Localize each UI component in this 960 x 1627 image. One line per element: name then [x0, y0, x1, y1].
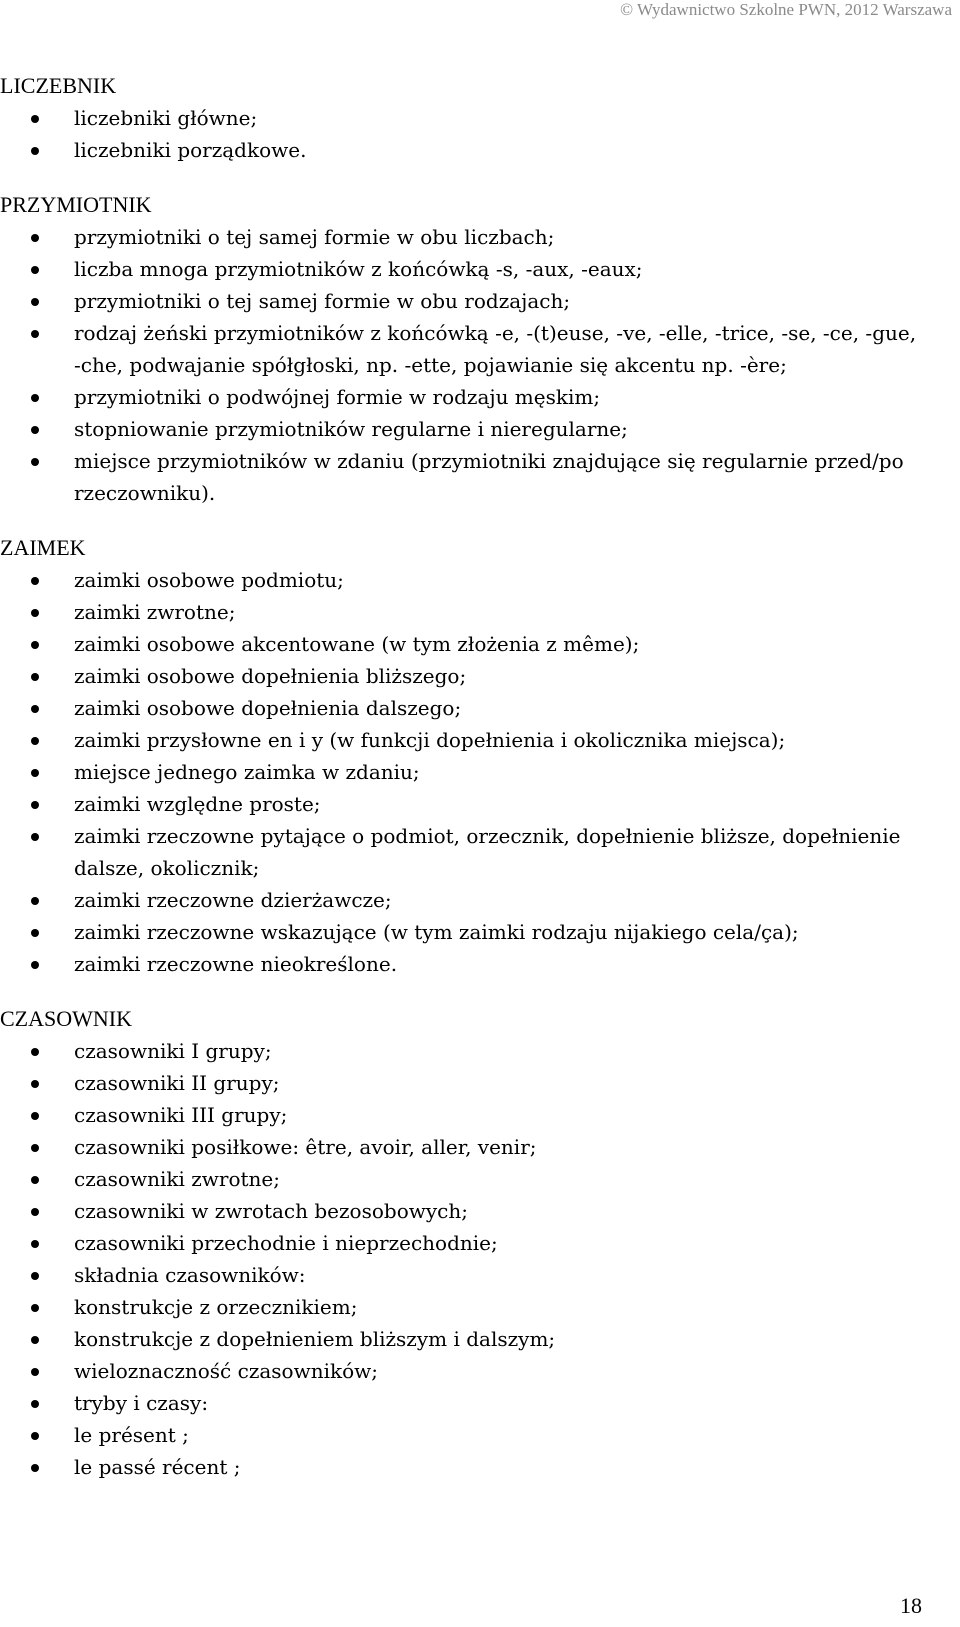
list-item: zaimki rzeczowne nieokreślone.	[0, 948, 940, 980]
section-title: PRZYMIOTNIK	[0, 192, 152, 217]
list-item: czasowniki w zwrotach bezosobowych;	[0, 1195, 940, 1227]
list-item: przymiotniki o podwójnej formie w rodzaju męskim;	[0, 381, 940, 413]
list-item: czasowniki II grupy;	[0, 1067, 940, 1099]
item-list	[0, 1035, 940, 1483]
list-item: rodzaj żeński przymiotników z końcówką -e, -(t)euse, -ve, -elle, -trice, -se, -ce, -gue, -che, podwajanie spółgłoski, np. -ette, pojawianie się akcentu np. -ère;	[0, 317, 940, 381]
list-item: konstrukcje z orzecznikiem;	[0, 1291, 940, 1323]
list-item: zaimki względne proste;	[0, 788, 940, 820]
list-item: liczebniki główne;	[0, 102, 940, 134]
list-item: liczebniki porządkowe.	[0, 134, 940, 166]
section-title: LICZEBNIK	[0, 73, 117, 98]
list-item: le passé récent ;	[0, 1451, 940, 1483]
list-item: stopniowanie przymiotników regularne i nieregularne;	[0, 413, 940, 445]
item-list	[0, 102, 940, 166]
list-item: czasowniki posiłkowe: être, avoir, aller, venir;	[0, 1131, 940, 1163]
section-title: CZASOWNIK	[0, 1006, 132, 1031]
document-body	[0, 70, 940, 1506]
list-item: konstrukcje z dopełnieniem bliższym i dalszym;	[0, 1323, 940, 1355]
list-item: liczba mnoga przymiotników z końcówką -s, -aux, -eaux;	[0, 253, 940, 285]
list-item: le présent ;	[0, 1419, 940, 1451]
list-item: tryby i czasy:	[0, 1387, 940, 1419]
list-item: zaimki przysłowne en i y (w funkcji dopełnienia i okolicznika miejsca);	[0, 724, 940, 756]
list-item: miejsce przymiotników w zdaniu (przymiotniki znajdujące się regularnie przed/po rzeczowniku).	[0, 445, 940, 509]
list-item: zaimki osobowe podmiotu;	[0, 564, 940, 596]
item-list	[0, 221, 940, 509]
list-item: zaimki osobowe dopełnienia dalszego;	[0, 692, 940, 724]
list-item: zaimki zwrotne;	[0, 596, 940, 628]
section-czasownik	[0, 1003, 940, 1483]
list-item: miejsce jednego zaimka w zdaniu;	[0, 756, 940, 788]
section-zaimek	[0, 532, 940, 980]
section-przymiotnik	[0, 189, 940, 509]
section-title: ZAIMEK	[0, 535, 86, 560]
list-item: czasowniki przechodnie i nieprzechodnie;	[0, 1227, 940, 1259]
list-item: czasowniki I grupy;	[0, 1035, 940, 1067]
list-item: przymiotniki o tej samej formie w obu liczbach;	[0, 221, 940, 253]
section-liczebnik	[0, 70, 940, 166]
list-item: zaimki osobowe dopełnienia bliższego;	[0, 660, 940, 692]
copyright-notice: © Wydawnictwo Szkolne PWN, 2012 Warszawa	[620, 0, 952, 19]
list-item: zaimki rzeczowne wskazujące (w tym zaimki rodzaju nijakiego cela/ça);	[0, 916, 940, 948]
page-number: 18	[900, 1593, 922, 1618]
list-item: przymiotniki o tej samej formie w obu rodzajach;	[0, 285, 940, 317]
list-item: czasowniki zwrotne;	[0, 1163, 940, 1195]
list-item: składnia czasowników:	[0, 1259, 940, 1291]
list-item: zaimki osobowe akcentowane (w tym złożenia z même);	[0, 628, 940, 660]
list-item: czasowniki III grupy;	[0, 1099, 940, 1131]
item-list	[0, 564, 940, 980]
list-item: wieloznaczność czasowników;	[0, 1355, 940, 1387]
list-item: zaimki rzeczowne pytające o podmiot, orzecznik, dopełnienie bliższe, dopełnienie dalsze, okolicznik;	[0, 820, 940, 884]
list-item: zaimki rzeczowne dzierżawcze;	[0, 884, 940, 916]
